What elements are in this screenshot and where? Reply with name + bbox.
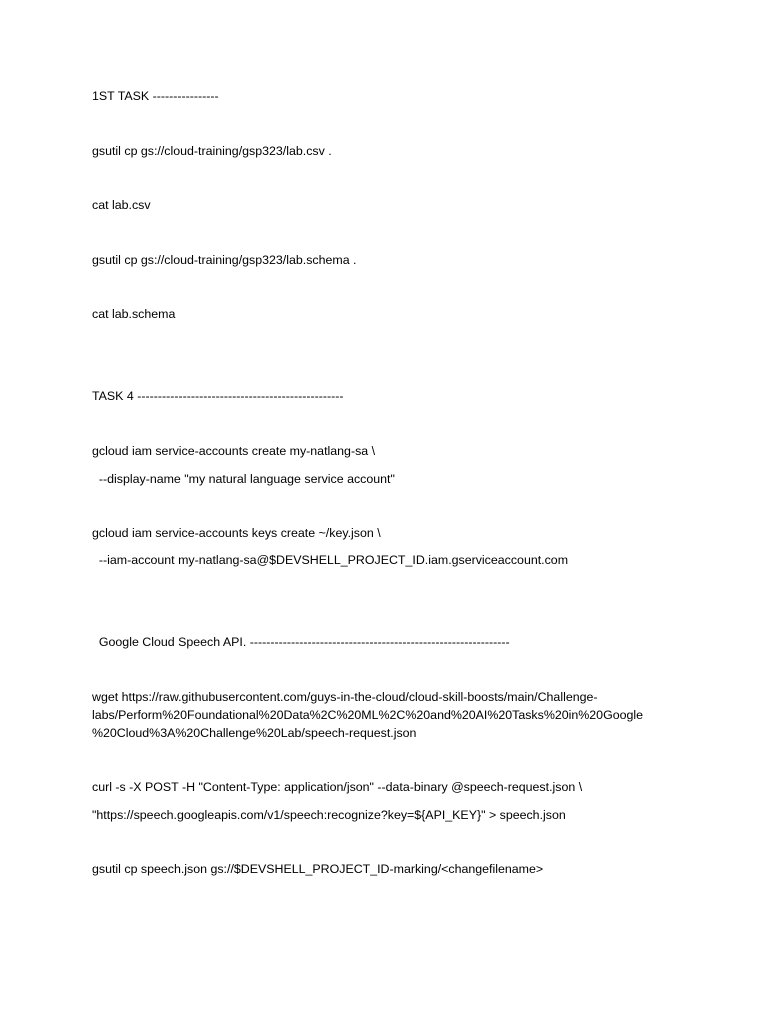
command-wget-line-1: wget https://raw.githubusercontent.com/guys-in-the-cloud/cloud-skill-boosts/main/Challenge-	[92, 690, 598, 704]
command-curl: curl -s -X POST -H "Content-Type: application/json" --data-binary @speech-request.json \	[92, 780, 583, 794]
command-cat-csv: cat lab.csv	[92, 198, 151, 212]
task4-heading: TASK 4 --------------------------------------------------	[92, 389, 344, 403]
speech-api-heading: Google Cloud Speech API. ---------------------------------------------------------------	[92, 635, 510, 649]
command-curl-url: "https://speech.googleapis.com/v1/speech:recognize?key=${API_KEY}" > speech.json	[92, 808, 566, 822]
command-wget-line-2: labs/Perform%20Foundational%20Data%2C%20ML%2C%20and%20AI%20Tasks%20in%20Google	[92, 708, 644, 722]
command-wget-line-3: %20Cloud%3A%20Challenge%20Lab/speech-request.json	[92, 726, 417, 740]
command-iam-account-flag: --iam-account my-natlang-sa@$DEVSHELL_PROJECT_ID.iam.gserviceaccount.com	[92, 553, 569, 567]
command-display-name-flag: --display-name "my natural language service account"	[92, 472, 395, 486]
command-cat-schema: cat lab.schema	[92, 307, 176, 321]
command-copy-csv: gsutil cp gs://cloud-training/gsp323/lab.csv .	[92, 144, 332, 158]
command-copy-speech-json: gsutil cp speech.json gs://$DEVSHELL_PROJECT_ID-marking/<changefilename>	[92, 862, 544, 876]
task1-heading: 1ST TASK ----------------	[92, 89, 219, 103]
command-copy-schema: gsutil cp gs://cloud-training/gsp323/lab.schema .	[92, 253, 357, 267]
command-create-key: gcloud iam service-accounts keys create ~/key.json \	[92, 526, 381, 540]
command-create-service-account: gcloud iam service-accounts create my-natlang-sa \	[92, 444, 376, 458]
